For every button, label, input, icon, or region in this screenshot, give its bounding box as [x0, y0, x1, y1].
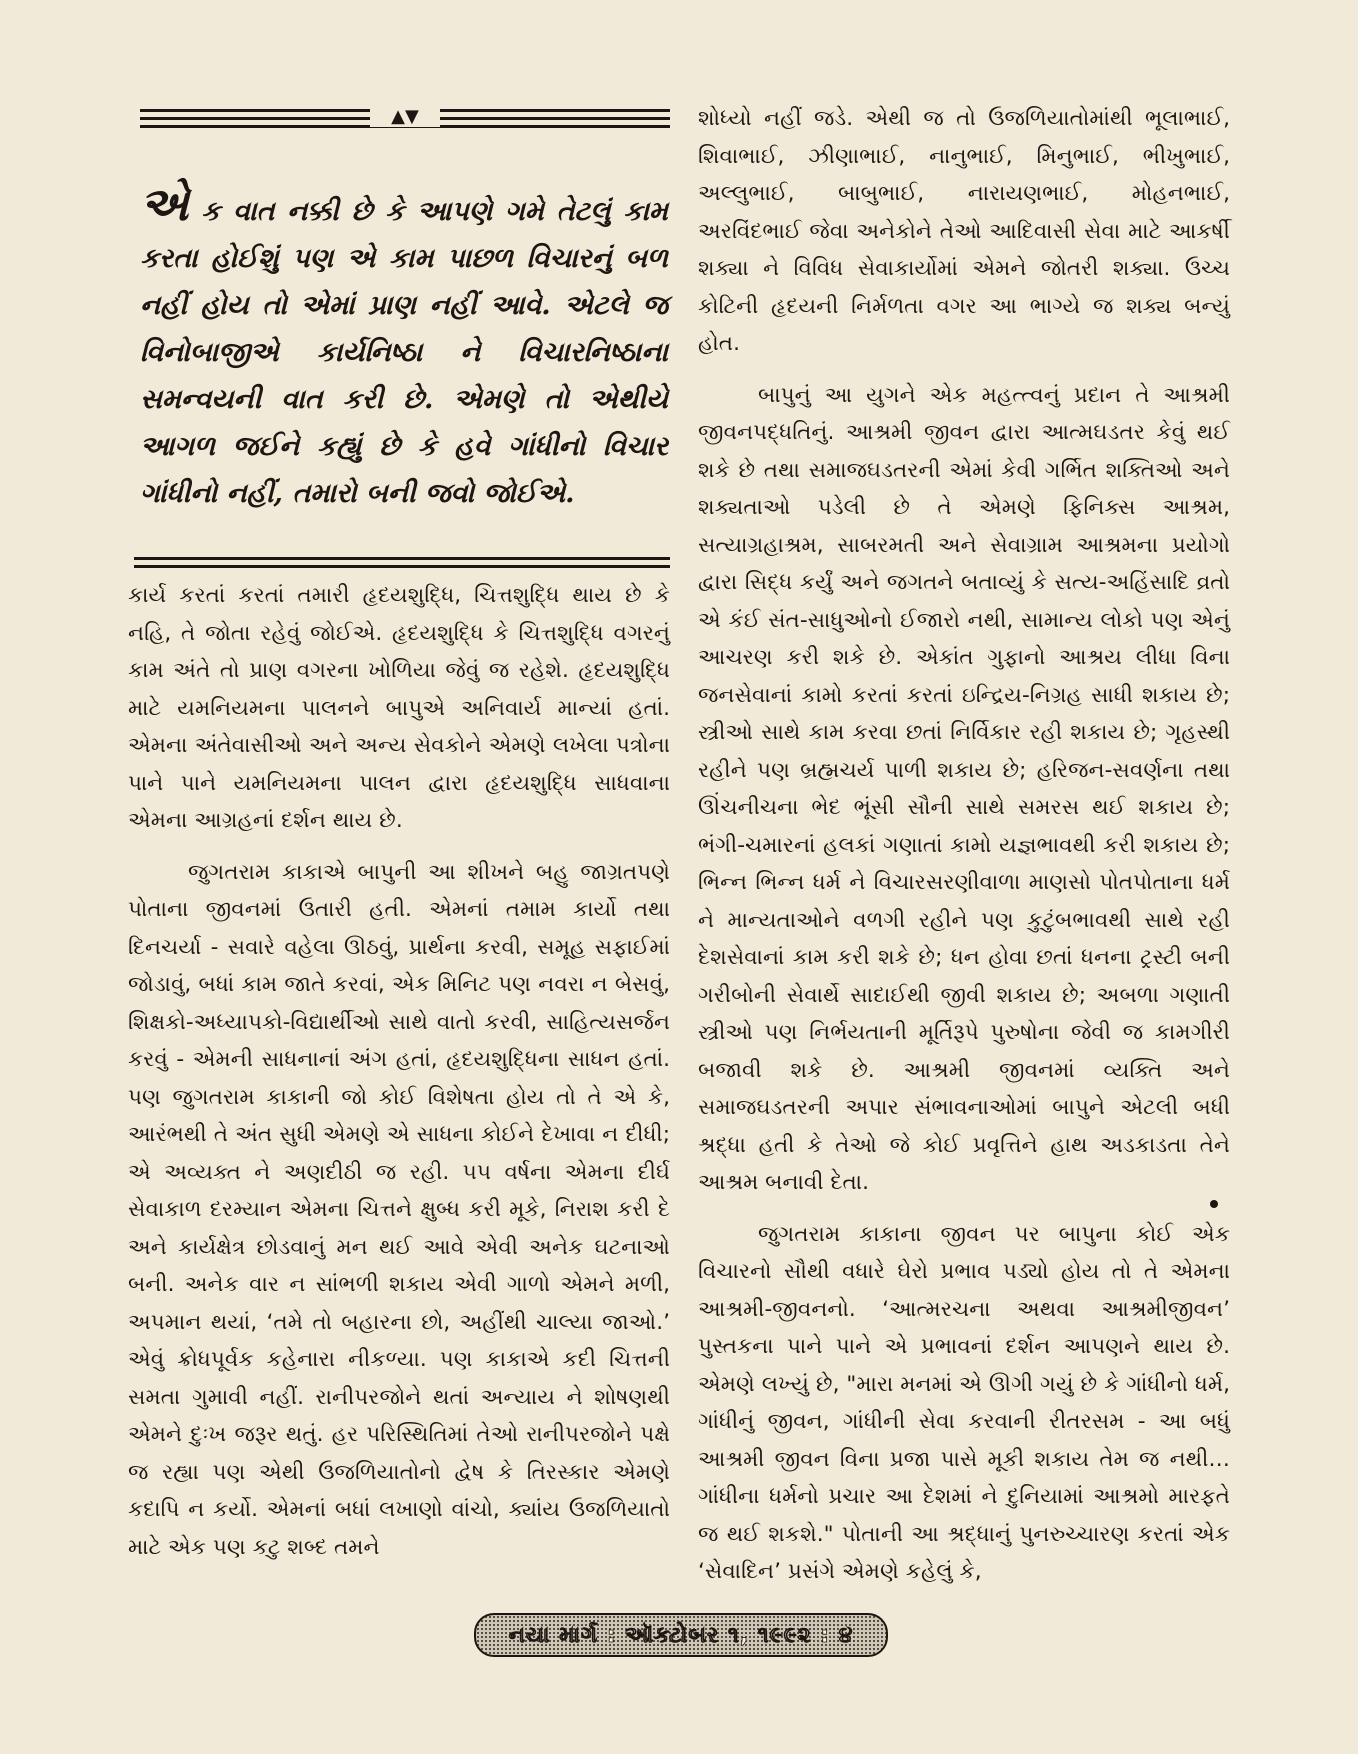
paragraph: જુગતરામ કાકાના જીવન પર બાપુના કોઈ એક વિચારનો સૌથી વધારે ઘેરો પ્રભાવ પડ્યો હોય તો તે એમના આશ્રમી-જીવનનો. ‘આત્મરચના અથવા આશ્રમીજીવન’ પુસ્તકના પાને પાને એ પ્રભાવનાં દર્શન આપણને થાય છે. એમણે લખ્યું છે, "મારા મનમાં એ ઊગી ગયું છે કે ગાંધીનો ધર્મ, ગાંધીનું જીવન, ગાંધીની સેવા કરવાની રીતરસમ - આ બધું આશ્રમી જીવન વિના પ્રજા પાસે મૂકી શકાય તેમ જ નથી… ગાંધીના ધર્મનો પ્રચાર આ દેશમાં ને દુનિયામાં આશ્રમો મારફતે જ થઈ શકશે." પોતાની આ શ્રદ્ધાનું પુનરુચ્ચારણ કરતાં એક ‘સેવાદિન’ પ્રસંગે એમણે કહેલું કે, [698, 1221, 1230, 1584]
left-column [128, 577, 670, 1566]
triangle-ornament-icon: ▲▼ [370, 107, 440, 127]
paragraph: શોધ્યો નહીં જડે. એથી જ તો ઉજળિયાતોમાંથી ભૂલાભાઈ, શિવાભાઈ, ઝીણાભાઈ, નાનુભાઈ, મિનુભાઈ, ભીખુભાઈ, અલ્લુભાઈ, બાબુભાઈ, નારાયણભાઈ, મોહનભાઈ, અરવિંદભાઈ જેવા અનેકોને તેઓ આદિવાસી સેવા માટે આકર્ષી શક્યા ને વિવિધ સેવાકાર્યોમાં એમને જોતરી શક્યા. ઉચ્ચ કોટિની હૃદયની નિર્મળતા વગર આ ભાગ્યે જ શક્ય બન્યું હોત. [698, 106, 1230, 356]
section-divider-rule [134, 557, 670, 571]
paragraph: કાર્ય કરતાં કરતાં તમારી હૃદયશુદ્ધિ, ચિત્તશુદ્ધિ થાય છે કે નહિ, તે જોતા રહેવું જોઈએ. હૃદયશુદ્ધિ કે ચિત્તશુદ્ધિ વગરનું કામ અંતે તો પ્રાણ વગરના ખોળિયા જેવું જ રહેશે. હૃદયશુદ્ધિ માટે યમનિયમના પાલનને બાપુએ અનિવાર્ય માન્યાં હતાં. એમના અંતેવાસીઓ અને અન્ય સેવકોને એમણે લખેલા પત્રોના પાને પાને યમનિયમના પાલન દ્વારા હૃદયશુદ્ધિ સાધવાના એમના આગ્રહનાં દર્શન થાય છે. [128, 583, 670, 833]
paragraph: જુગતરામ કાકાએ બાપુની આ શીખને બહુ જાગ્રતપણે પોતાના જીવનમાં ઉતારી હતી. એમનાં તમામ કાર્યો તથા દિનચર્યા - સવારે વહેલા ઊઠવું, પ્રાર્થના કરવી, સમૂહ સફાઈમાં જોડાવું, બધાં કામ જાતે કરવાં, એક મિનિટ પણ નવરા ન બેસવું, શિક્ષકો-અધ્યાપકો-વિદ્યાર્થીઓ સાથે વાતો કરવી, સાહિત્યસર્જન કરવું - એમની સાધનાનાં અંગ હતાં, હૃદયશુદ્ધિના સાધન હતાં. પણ જુગતરામ કાકાની જો કોઈ વિશેષતા હોય તો તે એ કે, આરંભથી તે અંત સુધી એમણે એ સાધના કોઈને દેખાવા ન દીધી; એ અવ્યક્ત ને અણદીઠી જ રહી. ૫૫ વર્ષના એમના દીર્ઘ સેવાકાળ દરમ્યાન એમના ચિત્તને ક્ષુબ્ધ કરી મૂકે, નિરાશ કરી દે અને કાર્યક્ષેત્ર છોડવાનું મન થઈ આવે એવી અનેક ઘટનાઓ બની. અનેક વાર ન સાંભળી શકાય એવી ગાળો એમને મળી, અપમાન થયાં, ‘તમે તો બહારના છો, અહીંથી ચાલ્યા જાઓ.’ એવું ક્રોધપૂર્વક કહેનારા નીકળ્યા. પણ કાકાએ કદી ચિત્તની સમતા ગુમાવી નહીં. રાનીપરજોને થતાં અન્યાય ને શોષણથી એમને દુઃખ જરૂર થતું. હર પરિસ્થિતિમાં તેઓ રાનીપરજોને પક્ષે જ રહ્યા પણ એથી ઉજળિયાતોનો દ્વેષ કે તિરસ્કાર એમણે કદાપિ ન કર્યો. એમનાં બધાં લખાણો વાંચો, ક્યાંય ઉજળિયાતો માટે એક પણ કટુ શબ્દ તમને [128, 859, 670, 1560]
right-column [698, 100, 1230, 1591]
end-of-section-dot [1210, 1200, 1218, 1208]
pull-quote-text: ક વાત નક્કી છે કે આપણે ગમે તેટલું કામ કરતા હોઈશું પણ એ કામ પાછળ વિચારનું બળ નહીં હોય તો એમાં પ્રાણ નહીં આવે. એટલે જ વિનોબાજીએ કાર્યનિષ્ઠા ને વિચારનિષ્ઠાના સમન્વયની વાત કરી છે. એમણે તો એથીયે આગળ જઈને કહ્યું છે કે હવે ગાંધીનો વિચાર ગાંધીનો નહીં, તમારો બની જવો જોઈએ. [140, 196, 668, 509]
top-ornamental-rule [140, 105, 670, 131]
paragraph: બાપુનું આ યુગને એક મહત્ત્વનું પ્રદાન તે આશ્રમી જીવનપદ્ધતિનું. આશ્રમી જીવન દ્વારા આત્મઘડતર કેવું થઈ શકે છે તથા સમાજઘડતરની એમાં કેવી ગર્ભિત શક્તિઓ અને શક્યતાઓ પડેલી છે તે એમણે ફિનિક્સ આશ્રમ, સત્યાગ્રહાશ્રમ, સાબરમતી અને સેવાગ્રામ આશ્રમના પ્રયોગો દ્વારા સિદ્ધ કર્યું અને જગતને બતાવ્યું કે સત્ય-અહિંસાદિ વ્રતો એ કંઈ સંત-સાધુઓનો ઈજારો નથી, સામાન્ય લોકો પણ એનું આચરણ કરી શકે છે. એકાંત ગુફાનો આશ્રય લીધા વિના જનસેવાનાં કામો કરતાં કરતાં ઇન્દ્રિય-નિગ્રહ સાધી શકાય છે; સ્ત્રીઓ સાથે કામ કરવા છતાં નિર્વિકાર રહી શકાય છે; ગૃહસ્થી રહીને પણ બ્રહ્મચર્ય પાળી શકાય છે; હરિજન-સવર્ણના તથા ઊંચનીચના ભેદ ભૂંસી સૌની સાથે સમરસ થઈ શકાય છે; ભંગી-ચમારનાં હલકાં ગણાતાં કામો યજ્ઞભાવથી કરી શકાય છે; ભિન્ન ભિન્ન ધર્મ ને વિચારસરણીવાળા માણસો પોતપોતાના ધર્મ ને માન્યતાઓને વળગી રહીને પણ કુટુંબભાવથી સાથે રહી દેશસેવાનાં કામ કરી શકે છે; ધન હોવા છતાં ધનના ટ્રસ્ટી બની ગરીબોની સેવાર્થે સાદાઈથી જીવી શકાય છે; અબળા ગણાતી સ્ત્રીઓ પણ નિર્ભયતાની મૂર્તિરૂપે પુરુષોના જેવી જ કામગીરી બજાવી શકે છે. આશ્રમી જીવનમાં વ્યક્તિ અને સમાજઘડતરની અપાર સંભાવનાઓમાં બાપુને એટલી બધી શ્રદ્ધા હતી કે તેઓ જે કોઈ પ્રવૃત્તિને હાથ અડકાડતા તેને આશ્રમ બનાવી દેતા. [698, 382, 1230, 1195]
page-footer-badge [474, 1613, 888, 1657]
pull-quote-dropcap: એ [140, 177, 189, 231]
footer-text: નયા માર્ગ : ઑક્ટોબર ૧, ૧૯૯૨ : ૪ [508, 1622, 854, 1648]
pull-quote [140, 177, 668, 517]
